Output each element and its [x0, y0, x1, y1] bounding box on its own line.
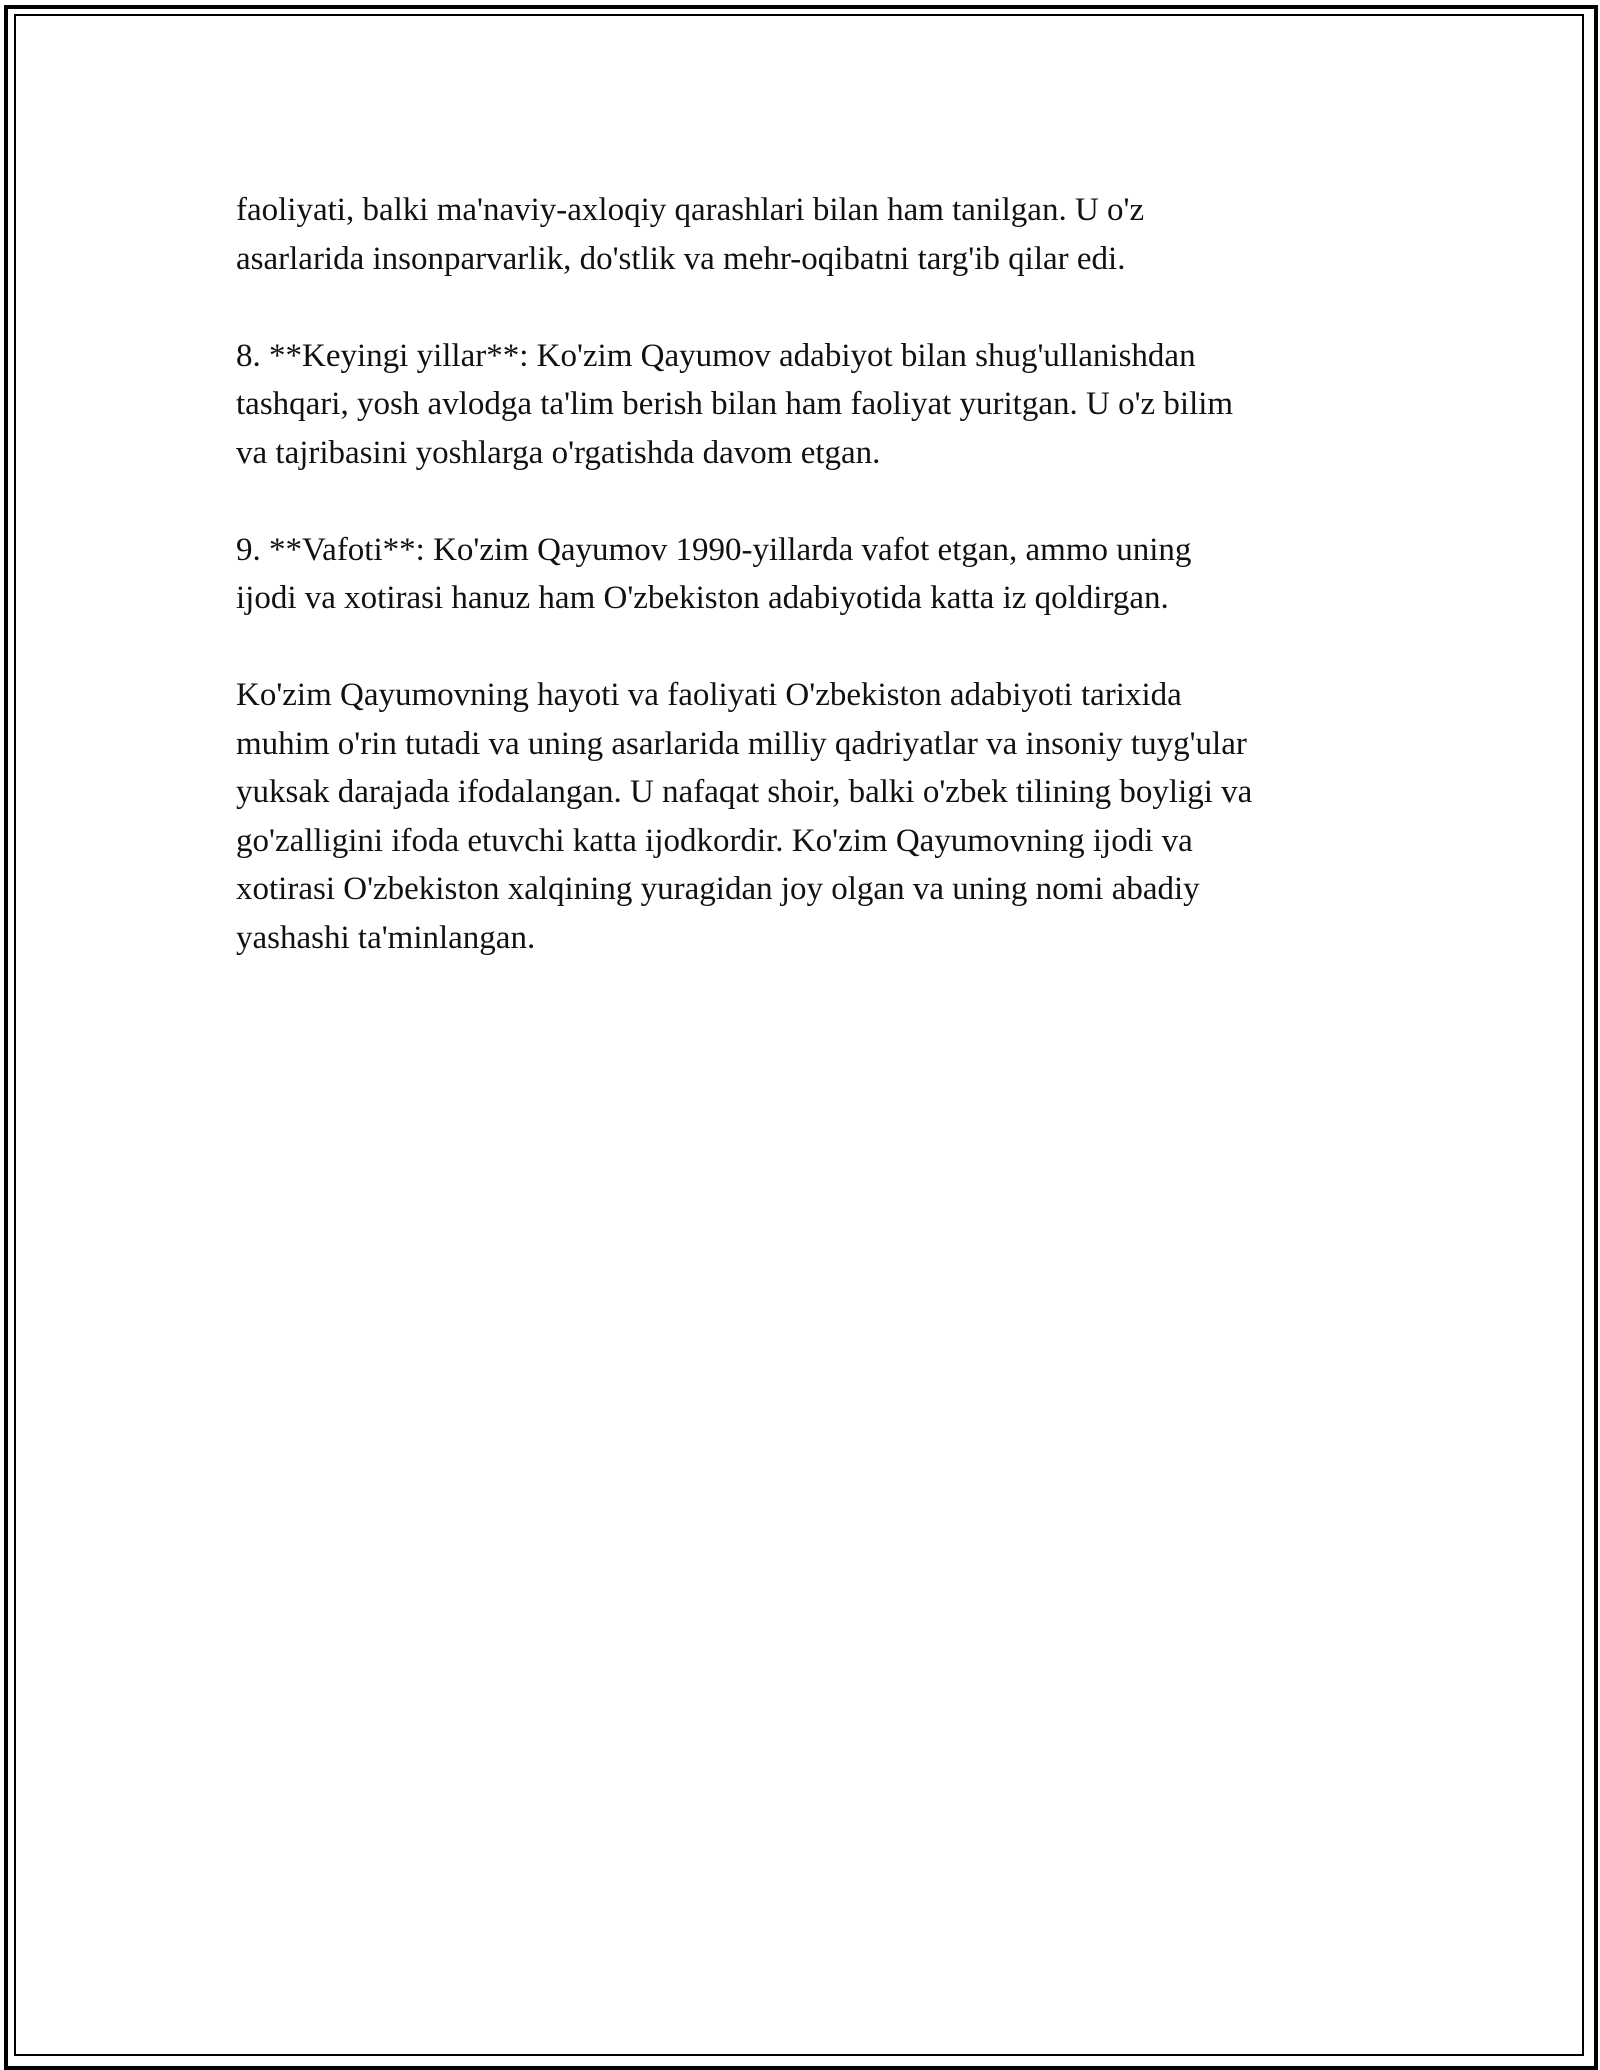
text-line: 8. **Keyingi yillar**: Ko'zim Qayumov adabiyot bilan shug'ullanishdan	[236, 337, 1196, 374]
paragraph-conclusion	[236, 671, 1386, 962]
text-line: tashqari, yosh avlodga ta'lim berish bilan ham faoliyat yuritgan. U o'z bilim	[236, 386, 1234, 422]
text-line: ijodi va xotirasi hanuz ham O'zbekiston adabiyotida katta iz qoldirgan.	[236, 580, 1169, 616]
text-line: xotirasi O'zbekiston xalqining yuragidan joy olgan va uning nomi abadiy	[236, 871, 1200, 907]
text-line: Ko'zim Qayumovning hayoti va faoliyati O'zbekiston adabiyoti tarixida	[236, 677, 1182, 713]
text-line: asarlarida insonparvarlik, do'stlik va mehr-oqibatni targ'ib qilar edi.	[236, 240, 1126, 277]
paragraph-item-9	[236, 526, 1386, 623]
text-line: yashashi ta'minlangan.	[236, 919, 536, 956]
text-line: 9. **Vafoti**: Ko'zim Qayumov 1990-yillarda vafot etgan, ammo uning	[236, 531, 1192, 568]
paragraph-item-8	[236, 332, 1386, 478]
paragraph-continuation	[236, 186, 1386, 283]
text-line: muhim o'rin tutadi va uning asarlarida milliy qadriyatlar va insoniy tuyg'ular	[236, 725, 1247, 762]
text-line: yuksak darajada ifodalangan. U nafaqat shoir, balki o'zbek tilining boyligi va	[236, 774, 1253, 810]
text-line: go'zalligini ifoda etuvchi katta ijodkordir. Ko'zim Qayumovning ijodi va	[236, 822, 1193, 859]
text-line: va tajribasini yoshlarga o'rgatishda davom etgan.	[236, 434, 881, 471]
text-line: faoliyati, balki ma'naviy-axloqiy qarashlari bilan ham tanilgan. U o'z	[236, 192, 1145, 228]
document-body	[236, 186, 1386, 1011]
